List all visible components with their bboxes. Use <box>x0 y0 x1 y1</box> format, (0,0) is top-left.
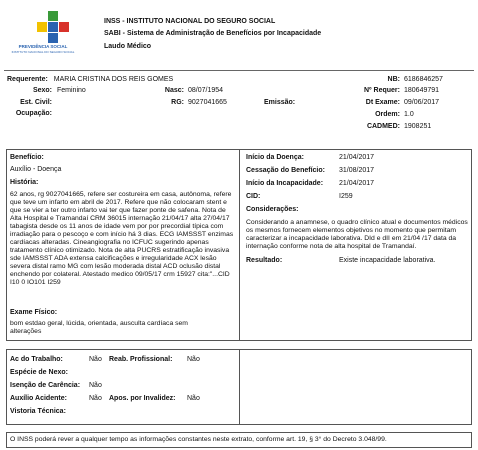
ac-trabalho-value: Não <box>89 356 102 363</box>
ac-trabalho-label: Ac do Trabalho: <box>10 356 63 363</box>
historia-text: 62 anos, rg 9027041665, refere ser costureira em casa, autônoma, refere que teve um infarto em abril de 2017. Refere que não colocaram stent e que se vier a ter outro infarto vai ter que fazer ponte de safena. Nota de Alta Hospital e Tramandaí CRM 36015 internação 21/04/17 alta 27/04/17 tabagista desde os 11 anos de idade vem por por precordial típica com irradiação para o pescoço e com início há 3 dias. ECG IAMSSST enzimas cardíacas alteradas. Cineangiografia no ICFUC sugerindo apenas tratamento clínico otimizado. Nota de alta PUCRS estratificação invasiva sde IAMSSST ADA extensa calcificações e irregularidade ACX lesão severa distal ramo MG com lesão moderada distal ACD oclusão distal enchendo por colateral. Atestado medico 09/05/17 crm 15927 cita:"...CID I10 0 IO101 I259 <box>10 191 234 287</box>
reab-value: Não <box>187 356 200 363</box>
vistoria-label: Vistoria Técnica: <box>10 408 66 415</box>
nasc-value: 08/07/1954 <box>188 87 224 94</box>
inicio-doenca-value: 21/04/2017 <box>339 154 375 161</box>
rg-label: RG: <box>171 99 184 106</box>
resultado-value: Existe incapacidade laborativa. <box>339 257 436 264</box>
header-doc-title: Laudo Médico <box>104 43 152 50</box>
header-divider <box>4 70 474 71</box>
resultado-label: Resultado: <box>246 257 283 264</box>
cessacao-label: Cessação do Benefício: <box>246 167 325 174</box>
inicio-doenca-label: Início da Doença: <box>246 154 304 161</box>
beneficio-label: Benefício: <box>10 154 44 161</box>
footer-note: O INSS poderá rever a qualquer tempo as informações constantes neste extrato, conforme art. 19, § 3° do Decreto 3.048/99. <box>10 436 387 443</box>
sexo-label: Sexo: <box>32 87 52 94</box>
inicio-incapacidade-label: Início da Incapacidade: <box>246 180 324 187</box>
inicio-incapacidade-value: 21/04/2017 <box>339 180 375 187</box>
consideracoes-text: Considerando a anamnese, o quadro clínico atual e documentos médicos os mesmos fornecem elementos objetivos no momento que permitam caracterizar a incapacidade laborativa. DId e dII em 21/04 /17 data da internação conforme nota de alta hospital de Tramandaí. <box>246 219 468 251</box>
exame-fisico-text: bom estdao geral, lúcida, orientada, ausculta cardíaca sem alterações <box>10 320 188 336</box>
cessacao-value: 31/08/2017 <box>339 167 375 174</box>
auxilio-acidente-label: Auxílio Acidente: <box>10 395 67 402</box>
dtexame-value: 09/06/2017 <box>404 99 440 106</box>
cadmed-label: CADMED: <box>366 123 400 130</box>
logo-wordmark: PREVIDÊNCIA SOCIAL INSTITUTO NACIONAL DO SEGURO SOCIAL <box>11 44 75 54</box>
nasc-label: Nasc: <box>164 87 184 94</box>
cid-label: CID: <box>246 193 261 200</box>
ordem-value: 1.0 <box>404 111 414 118</box>
exame-fisico-label: Exame Físico: <box>10 309 58 316</box>
details-panel-divider <box>239 349 240 425</box>
dtexame-label: Dt Exame: <box>365 99 400 106</box>
cid-value: I259 <box>339 193 353 200</box>
isencao-value: Não <box>89 382 102 389</box>
requerente-value: MARIA CRISTINA DOS REIS GOMES <box>53 76 174 83</box>
previdencia-cross-icon <box>36 10 70 44</box>
ordem-label: Ordem: <box>375 111 400 118</box>
header-institute: INSS - INSTITUTO NACIONAL DO SEGURO SOCIAL <box>104 18 276 25</box>
apos-invalidez-value: Não <box>187 395 200 402</box>
emissao-label: Emissão: <box>264 99 296 106</box>
nb-label: NB: <box>387 76 400 83</box>
auxilio-acidente-value: Não <box>89 395 102 402</box>
reab-label: Reab. Profissional: <box>109 356 173 363</box>
estcivil-label: Est. Civil: <box>20 99 52 106</box>
nreq-value: 180649791 <box>404 87 440 94</box>
previdencia-logo <box>8 8 78 56</box>
nb-value: 6186846257 <box>404 76 443 83</box>
rg-value: 9027041665 <box>188 99 227 106</box>
consideracoes-label: Considerações: <box>246 206 299 213</box>
requerente-row: Requerente: MARIA CRISTINA DOS REIS GOMES <box>7 76 174 83</box>
isencao-label: Isenção de Carência: <box>10 382 81 389</box>
cadmed-value: 1908251 <box>404 123 432 130</box>
sexo-value: Feminino <box>57 87 86 94</box>
apos-invalidez-label: Apos. por Invalidez: <box>109 395 176 402</box>
historia-label: História: <box>10 179 39 186</box>
especie-nexo-label: Espécie de Nexo: <box>10 369 68 376</box>
nreq-label: Nº Requer: <box>363 87 400 94</box>
ocupacao-label: Ocupação: <box>15 110 52 117</box>
header-system: SABI - Sistema de Administração de Benefícios por Incapacidade <box>104 30 322 37</box>
beneficio-value: Auxílio - Doença <box>10 166 62 173</box>
main-panel-divider <box>239 149 240 341</box>
